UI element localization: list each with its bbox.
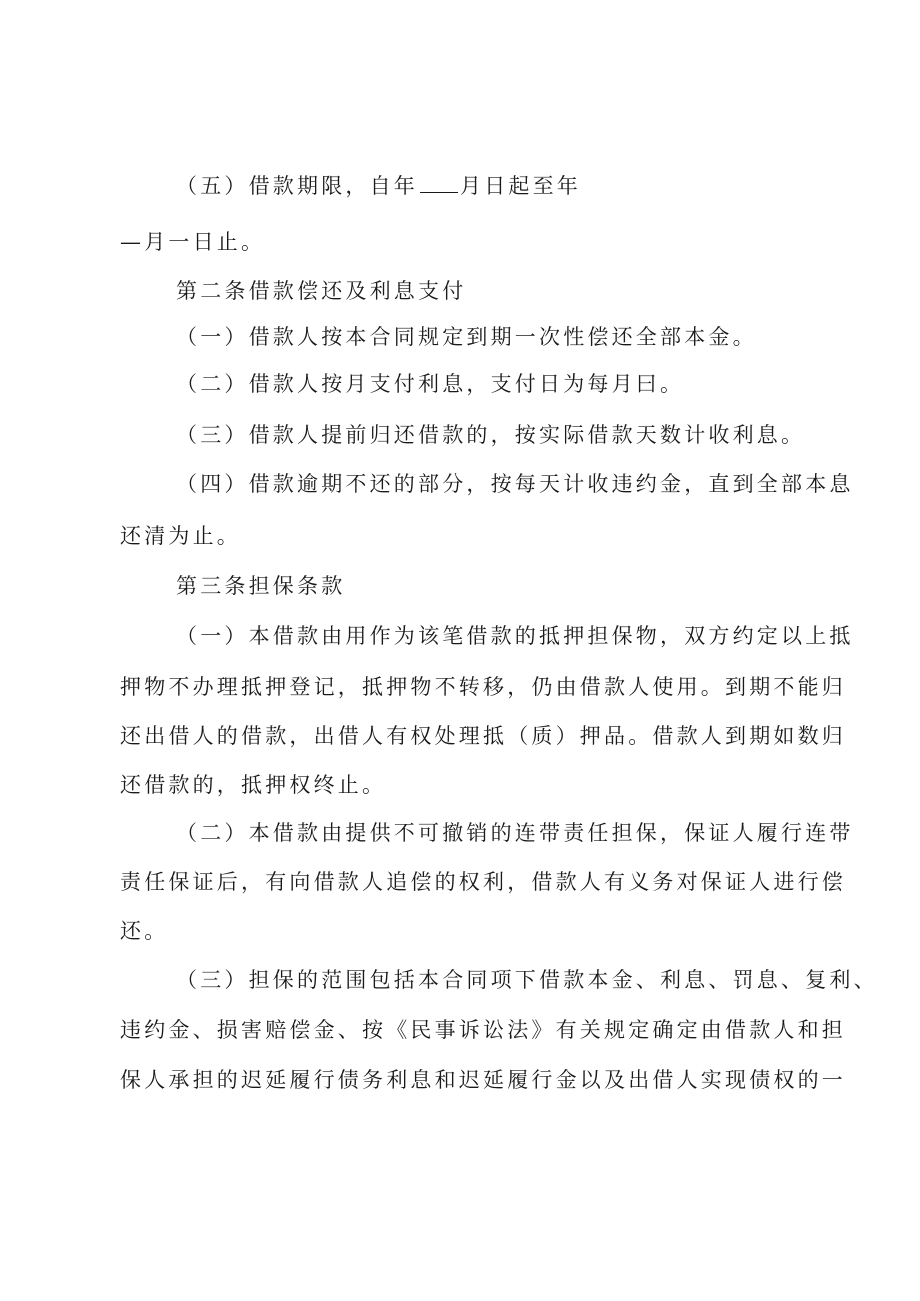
clause-5-loan-term [176,172,581,200]
article-2-item-2: （二）借款人按月支付利息，支付日为每月曰。 [176,372,685,396]
article-3-heading: 第三条担保条款 [176,574,346,598]
article-2-item-4-line-2: 还清为止。 [120,524,241,548]
fill-blank [420,174,458,193]
article-3-item-2-line-3: 还。 [120,919,169,943]
article-3-item-1-line-4: 还借款的，抵押权终止。 [120,773,387,797]
article-2-heading: 第二条借款偿还及利息支付 [176,279,467,303]
article-2-item-4-line-1: （四）借款逾期不还的部分，按每天计收违约金，直到全部本息 [176,472,854,496]
article-3-item-1-line-1: （一）本借款由用作为该笔借款的抵押担保物，双方约定以上抵 [176,624,854,648]
article-3-item-1-line-2: 押物不办理抵押登记，抵押物不转移，仍由借款人使用。到期不能归 [120,675,846,699]
clause-5-part-b: 月日起至年 [460,174,581,198]
article-3-item-1-line-3: 还出借人的借款，出借人有权处理抵（质）押品。借款人到期如数归 [120,724,846,748]
clause-5-continuation: —月一日止。 [120,230,266,254]
article-2-item-1: （一）借款人按本合同规定到期一次性偿还全部本金。 [176,325,757,349]
article-3-item-3-line-2: 违约金、损害赔偿金、按《民事诉讼法》有关规定确定由借款人和担 [120,1018,846,1042]
article-3-item-2-line-2: 责任保证后，有向借款人追偿的权利，借款人有义务对保证人进行偿 [120,870,846,894]
clause-5-part-a: （五）借款期限，自年 [176,174,418,198]
article-3-item-2-line-1: （二）本借款由提供不可撤销的连带责任担保，保证人履行连带 [176,821,854,845]
article-3-item-3-line-3: 保人承担的迟延履行债务利息和迟延履行金以及出借人实现债权的一 [120,1068,846,1092]
article-2-item-3: （三）借款人提前归还借款的，按实际借款天数计收利息。 [176,423,806,447]
article-3-item-3-line-1: （三）担保的范围包括本合同项下借款本金、利息、罚息、复利、 [176,968,878,992]
